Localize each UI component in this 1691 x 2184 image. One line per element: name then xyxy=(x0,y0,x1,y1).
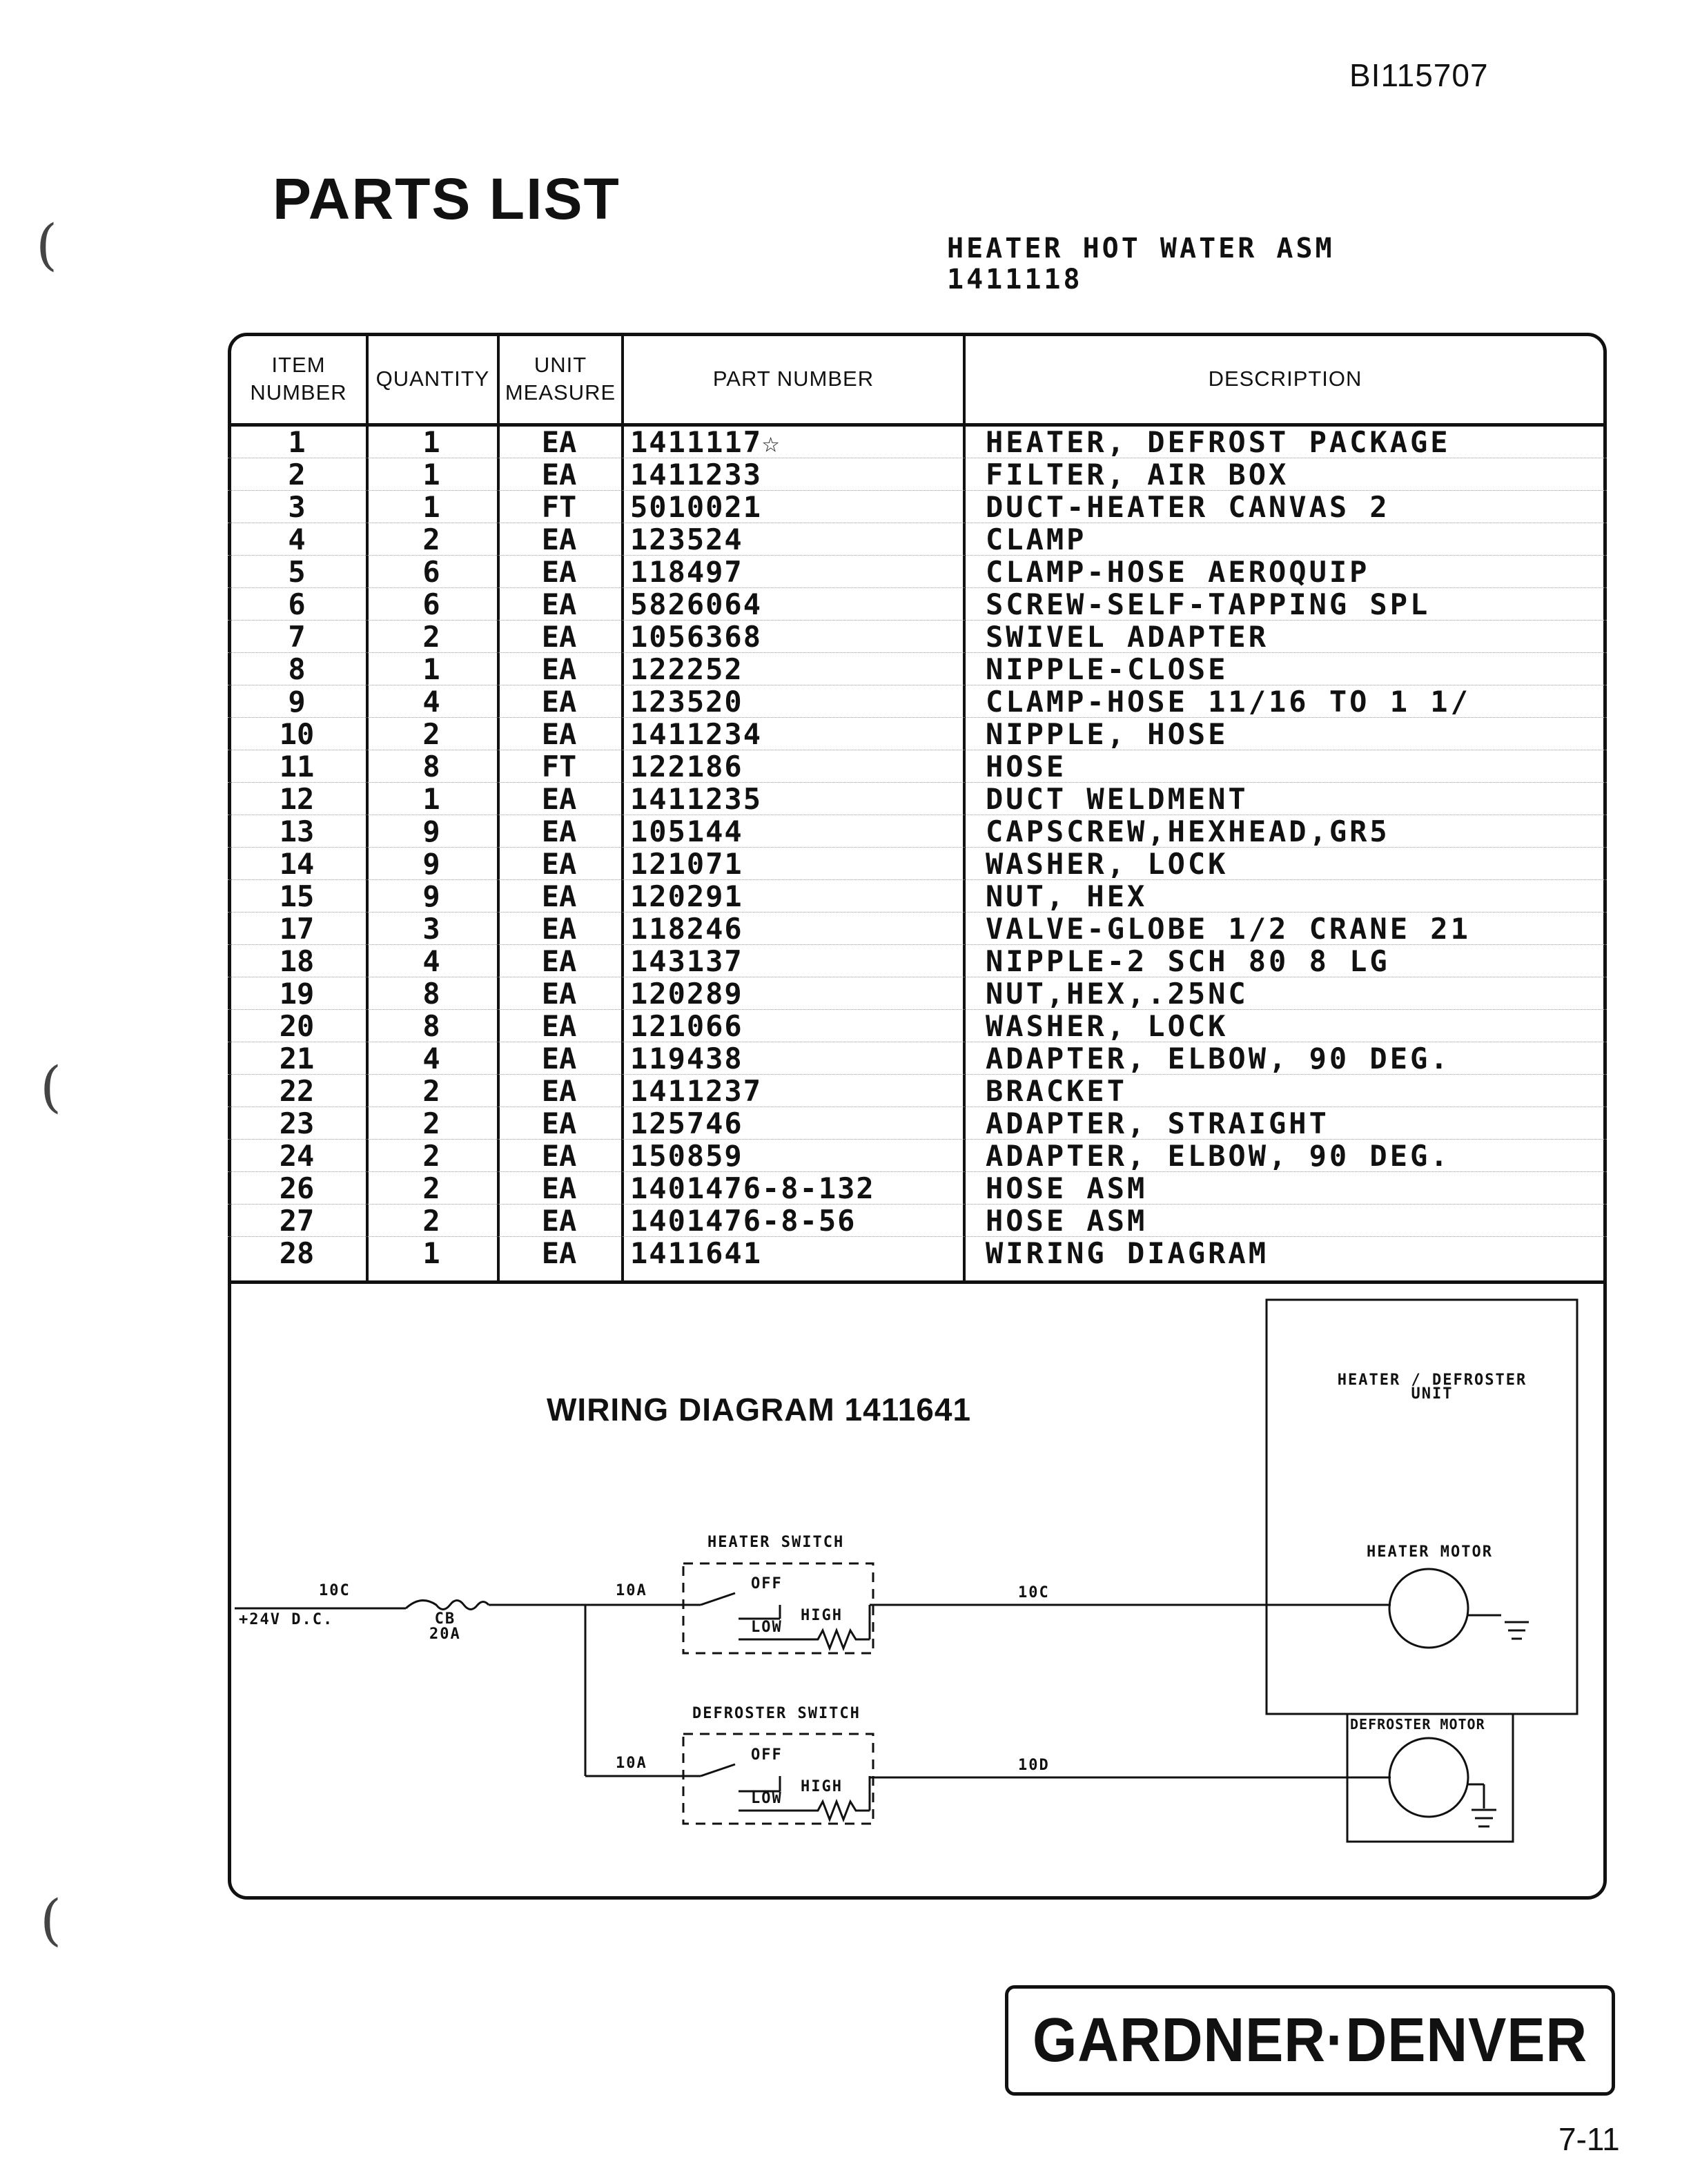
cell-description: WASHER, LOCK xyxy=(986,1009,1229,1043)
cell-unit-measure: EA xyxy=(541,847,577,881)
circuit-breaker xyxy=(406,1601,489,1610)
heater-switch-low: LOW xyxy=(751,1619,783,1636)
cell-unit-measure: EA xyxy=(541,977,577,1011)
cell-part-number: 123520 xyxy=(630,685,743,719)
cell-description: VALVE-GLOBE 1/2 CRANE 21 xyxy=(986,912,1471,946)
cell-part-number: 1411641 xyxy=(630,1236,763,1270)
cell-part-number: 120291 xyxy=(630,879,743,913)
heater-motor xyxy=(1389,1569,1468,1648)
cell-quantity: 2 xyxy=(422,1171,440,1205)
brand-name: GARDNER·DENVER xyxy=(1032,2005,1588,2075)
punch-hole-mark: ( xyxy=(40,1888,62,1952)
wire-label-10a-top: 10A xyxy=(616,1582,647,1599)
cell-unit-measure: EA xyxy=(541,555,577,589)
cell-unit-measure: EA xyxy=(541,685,577,719)
cell-unit-measure: EA xyxy=(541,458,577,491)
cell-unit-measure: FT xyxy=(541,490,577,524)
cell-unit-measure: EA xyxy=(541,1042,577,1075)
assembly-number: 1411118 xyxy=(947,264,1083,295)
page-title: PARTS LIST xyxy=(273,166,620,231)
cell-description: ADAPTER, ELBOW, 90 DEG. xyxy=(986,1042,1451,1075)
cell-item-number: 13 xyxy=(279,815,315,848)
wire-label-10d: 10D xyxy=(1018,1757,1050,1774)
cell-unit-measure: EA xyxy=(541,1139,577,1173)
cell-part-number: 1411234 xyxy=(630,717,763,751)
wire-label-10c-right: 10C xyxy=(1018,1584,1050,1601)
cell-unit-measure: EA xyxy=(541,944,577,978)
cell-part-number: 5826064 xyxy=(630,587,763,621)
cell-quantity: 2 xyxy=(422,1139,440,1173)
document-id: BI115707 xyxy=(1349,57,1489,93)
cell-item-number: 27 xyxy=(279,1204,315,1238)
cell-unit-measure: FT xyxy=(541,750,577,783)
defroster-switch-off: OFF xyxy=(751,1746,783,1764)
cell-quantity: 9 xyxy=(422,815,440,848)
cell-description: HEATER, DEFROST PACKAGE xyxy=(986,425,1451,459)
cell-item-number: 2 xyxy=(288,458,306,491)
defroster-motor xyxy=(1389,1738,1468,1817)
cell-unit-measure: EA xyxy=(541,815,577,848)
wire-label-10a-bottom: 10A xyxy=(616,1755,647,1772)
cell-item-number: 5 xyxy=(288,555,306,589)
cell-unit-measure: EA xyxy=(541,1106,577,1140)
cell-item-number: 1 xyxy=(288,425,306,459)
header-part-number: PART NUMBER xyxy=(712,367,874,391)
cell-quantity: 1 xyxy=(422,458,440,491)
cell-description: FILTER, AIR BOX xyxy=(986,458,1289,491)
cell-quantity: 4 xyxy=(422,685,440,719)
cell-description: HOSE xyxy=(986,750,1067,783)
cell-item-number: 21 xyxy=(279,1042,315,1075)
cell-description: CLAMP-HOSE 11/16 TO 1 1/ xyxy=(986,685,1471,719)
page-number: 7-11 xyxy=(1558,2121,1620,2157)
cell-quantity: 9 xyxy=(422,847,440,881)
cell-item-number: 23 xyxy=(279,1106,315,1140)
cell-item-number: 26 xyxy=(279,1171,315,1205)
cell-part-number: 1411117☆ xyxy=(630,425,781,459)
cell-part-number: 150859 xyxy=(630,1139,743,1173)
cell-item-number: 8 xyxy=(288,652,306,686)
defroster-motor-label: DEFROSTER MOTOR xyxy=(1350,1716,1485,1733)
cell-item-number: 24 xyxy=(279,1139,315,1173)
cell-part-number: 125746 xyxy=(630,1106,743,1140)
cell-quantity: 4 xyxy=(422,1042,440,1075)
cell-unit-measure: EA xyxy=(541,879,577,913)
cell-unit-measure: EA xyxy=(541,652,577,686)
cell-part-number: 1401476-8-132 xyxy=(630,1171,875,1205)
header-quantity: QUANTITY xyxy=(375,367,490,391)
cell-item-number: 10 xyxy=(279,717,315,751)
cell-item-number: 17 xyxy=(279,912,315,946)
cell-item-number: 15 xyxy=(279,879,315,913)
brand-logo xyxy=(1005,1985,1615,2096)
cell-part-number: 121071 xyxy=(630,847,743,881)
cell-quantity: 6 xyxy=(422,555,440,589)
cell-description: NIPPLE, HOSE xyxy=(986,717,1229,751)
cell-item-number: 22 xyxy=(279,1074,315,1108)
cell-description: DUCT-HEATER CANVAS 2 xyxy=(986,490,1390,524)
unit-label: HEATER / DEFROSTER UNIT xyxy=(1337,1372,1527,1403)
cell-part-number: 120289 xyxy=(630,977,743,1011)
cell-part-number: 5010021 xyxy=(630,490,763,524)
cell-part-number: 119438 xyxy=(630,1042,743,1075)
cell-unit-measure: EA xyxy=(541,523,577,556)
cell-part-number: 143137 xyxy=(630,944,743,978)
cell-description: NIPPLE-CLOSE xyxy=(986,652,1229,686)
cell-description: ADAPTER, ELBOW, 90 DEG. xyxy=(986,1139,1451,1173)
wiring-diagram-title: WIRING DIAGRAM 1411641 xyxy=(547,1392,972,1427)
cell-quantity: 1 xyxy=(422,1236,440,1270)
cell-description: NUT, HEX xyxy=(986,879,1148,913)
cell-description: NIPPLE-2 SCH 80 8 LG xyxy=(986,944,1390,978)
cell-item-number: 28 xyxy=(279,1236,315,1270)
heater-switch-label: HEATER SWITCH xyxy=(707,1534,845,1551)
heater-motor-label: HEATER MOTOR xyxy=(1367,1543,1493,1561)
cell-quantity: 1 xyxy=(422,490,440,524)
header-item-number: ITEM NUMBER xyxy=(250,353,347,404)
cell-quantity: 2 xyxy=(422,523,440,556)
cell-quantity: 2 xyxy=(422,717,440,751)
cell-description: SCREW-SELF-TAPPING SPL xyxy=(986,587,1431,621)
cell-unit-measure: EA xyxy=(541,912,577,946)
cell-quantity: 8 xyxy=(422,750,440,783)
cell-item-number: 7 xyxy=(288,620,306,654)
cell-description: BRACKET xyxy=(986,1074,1128,1108)
cell-quantity: 1 xyxy=(422,782,440,816)
cell-unit-measure: EA xyxy=(541,620,577,654)
cell-description: HOSE ASM xyxy=(986,1171,1148,1205)
supply-voltage-label: +24V D.C. xyxy=(239,1611,334,1628)
wire-label-10c-left: 10C xyxy=(319,1582,351,1599)
assembly-name: HEATER HOT WATER ASM xyxy=(947,233,1335,264)
cell-quantity: 8 xyxy=(422,1009,440,1043)
cell-part-number: 1056368 xyxy=(630,620,763,654)
cell-unit-measure: EA xyxy=(541,717,577,751)
cell-part-number: 1411237 xyxy=(630,1074,763,1108)
cell-quantity: 9 xyxy=(422,879,440,913)
cell-part-number: 1411233 xyxy=(630,458,763,491)
cell-part-number: 118497 xyxy=(630,555,743,589)
cell-description: CLAMP-HOSE AEROQUIP xyxy=(986,555,1370,589)
defroster-switch-low: LOW xyxy=(751,1790,783,1807)
cell-quantity: 8 xyxy=(422,977,440,1011)
heater-switch-off: OFF xyxy=(751,1575,783,1592)
cell-item-number: 19 xyxy=(279,977,315,1011)
cell-part-number: 1401476-8-56 xyxy=(630,1204,857,1238)
punch-hole-mark: ( xyxy=(36,213,58,277)
cell-item-number: 20 xyxy=(279,1009,315,1043)
cell-quantity: 2 xyxy=(422,1106,440,1140)
cell-unit-measure: EA xyxy=(541,1074,577,1108)
cell-description: SWIVEL ADAPTER xyxy=(986,620,1269,654)
cell-quantity: 1 xyxy=(422,425,440,459)
heater-switch-high: HIGH xyxy=(801,1607,843,1624)
cell-part-number: 122186 xyxy=(630,750,743,783)
cell-part-number: 122252 xyxy=(630,652,743,686)
cell-item-number: 9 xyxy=(288,685,306,719)
cell-unit-measure: EA xyxy=(541,1171,577,1205)
cell-quantity: 3 xyxy=(422,912,440,946)
cell-item-number: 6 xyxy=(288,587,306,621)
heater-defroster-unit-box xyxy=(1267,1300,1577,1714)
cell-description: CAPSCREW,HEXHEAD,GR5 xyxy=(986,815,1390,848)
cell-description: WASHER, LOCK xyxy=(986,847,1229,881)
cell-part-number: 118246 xyxy=(630,912,743,946)
cell-part-number: 121066 xyxy=(630,1009,743,1043)
cell-item-number: 4 xyxy=(288,523,306,556)
cell-unit-measure: EA xyxy=(541,425,577,459)
cell-quantity: 4 xyxy=(422,944,440,978)
cell-unit-measure: EA xyxy=(541,782,577,816)
cell-unit-measure: EA xyxy=(541,1009,577,1043)
cell-item-number: 11 xyxy=(279,750,315,783)
header-unit-measure: UNIT MEASURE xyxy=(505,353,616,404)
cell-unit-measure: EA xyxy=(541,1204,577,1238)
cell-description: ADAPTER, STRAIGHT xyxy=(986,1106,1329,1140)
defroster-switch-high: HIGH xyxy=(801,1778,843,1795)
cell-part-number: 123524 xyxy=(630,523,743,556)
cell-part-number: 105144 xyxy=(630,815,743,848)
cell-description: WIRING DIAGRAM xyxy=(986,1236,1269,1270)
cell-quantity: 2 xyxy=(422,620,440,654)
cell-description: DUCT WELDMENT xyxy=(986,782,1249,816)
cell-quantity: 2 xyxy=(422,1074,440,1108)
cell-item-number: 14 xyxy=(279,847,315,881)
defroster-switch-label: DEFROSTER SWITCH xyxy=(692,1705,861,1722)
cell-part-number: 1411235 xyxy=(630,782,763,816)
cell-quantity: 2 xyxy=(422,1204,440,1238)
punch-hole-mark: ( xyxy=(40,1055,62,1119)
cell-item-number: 12 xyxy=(279,782,315,816)
cell-quantity: 6 xyxy=(422,587,440,621)
cell-item-number: 18 xyxy=(279,944,315,978)
cell-unit-measure: EA xyxy=(541,587,577,621)
header-description: DESCRIPTION xyxy=(1208,367,1362,391)
cell-description: NUT,HEX,.25NC xyxy=(986,977,1249,1011)
circuit-breaker-label: CB 20A xyxy=(429,1610,461,1643)
cell-quantity: 1 xyxy=(422,652,440,686)
cell-unit-measure: EA xyxy=(541,1236,577,1270)
cell-description: CLAMP xyxy=(986,523,1087,556)
cell-description: HOSE ASM xyxy=(986,1204,1148,1238)
cell-item-number: 3 xyxy=(288,490,306,524)
